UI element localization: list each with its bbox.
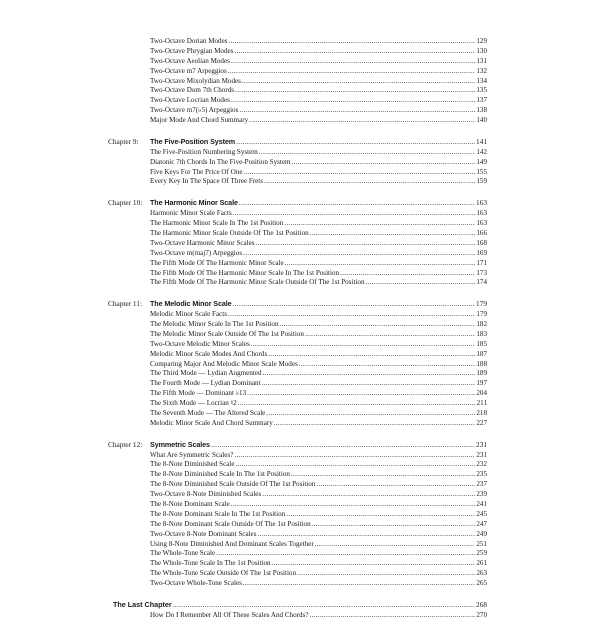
- entry-title: Using 8-Note Diminished And Dominant Scales Together: [150, 539, 314, 548]
- entry-title: Two-Octave Whole-Tone Scales: [150, 579, 242, 588]
- entry-page: 245: [476, 509, 487, 518]
- toc-entry[interactable]: [150, 177, 487, 187]
- entry-title: Two-Octave Mixolydian Modes: [150, 76, 241, 85]
- entry-page: 132: [476, 66, 487, 75]
- entry-title: The Fifth Mode Of The Harmonic Minor Scale Outside Of The 1st Position: [150, 278, 365, 287]
- entry-title: Two-Octave 8-Note Dominant Scales: [150, 529, 257, 538]
- toc-entry[interactable]: [150, 500, 487, 510]
- entry-title: Two-Octave Phrygian Modes: [150, 46, 234, 55]
- dot-leader: [231, 57, 475, 67]
- toc-entry[interactable]: [150, 569, 487, 579]
- dot-leader: [238, 399, 476, 409]
- entry-title: The Fifth Mode Of The Harmonic Minor Scale: [150, 258, 284, 267]
- chapter-label: Chapter 12:: [108, 439, 143, 449]
- entry-page: 247: [476, 519, 487, 528]
- entry-page: 239: [476, 490, 487, 499]
- entry-page: 227: [476, 418, 487, 427]
- entry-title: The Fifth Mode Of The Harmonic Minor Scale In The 1st Position: [150, 268, 340, 277]
- toc-entry[interactable]: [150, 57, 487, 67]
- entry-title: Diatonic 7th Chords In The Five-Position System: [150, 157, 291, 166]
- entry-page: 235: [476, 470, 487, 479]
- entry-title: The Whole-Tone Scale In The 1st Position: [150, 559, 271, 568]
- toc-entry[interactable]: [150, 379, 487, 389]
- dot-leader: [291, 470, 475, 480]
- entry-title: The Seventh Mode — The Altered Scale: [150, 408, 266, 417]
- dot-leader: [236, 137, 475, 148]
- toc-entry[interactable]: [150, 310, 487, 320]
- toc-lines: [108, 36, 487, 621]
- entry-title: The Whole-Tone Scale: [150, 549, 216, 558]
- toc-entry[interactable]: [150, 86, 487, 96]
- entry-page: 237: [476, 480, 487, 489]
- entry-page: 261: [476, 559, 487, 568]
- chapter-page: 179: [476, 299, 487, 309]
- dot-leader: [310, 229, 476, 239]
- toc-entry[interactable]: [150, 409, 487, 419]
- chapter-label: Chapter 10:: [108, 198, 143, 208]
- entry-page: 251: [476, 539, 487, 548]
- toc-entry[interactable]: [150, 37, 487, 47]
- toc-entry[interactable]: [150, 520, 487, 530]
- entry-page: 232: [476, 460, 487, 469]
- toc-entry[interactable]: [150, 360, 487, 370]
- entry-title: Two-Octave 8-Note Diminished Scales: [150, 490, 262, 499]
- toc-entry[interactable]: [150, 490, 487, 500]
- toc-entry[interactable]: [150, 451, 487, 461]
- entry-page: 182: [476, 319, 487, 328]
- chapter-heading-9[interactable]: [108, 137, 487, 148]
- entry-title: Every Key In The Space Of Three Frets: [150, 177, 264, 186]
- entry-title: The 8-Note Dominant Scale In The 1st Position: [150, 509, 286, 518]
- dot-leader: [262, 379, 476, 389]
- entry-title: The Fifth Mode — Dominant ♭13: [150, 389, 247, 398]
- toc-entry[interactable]: [150, 209, 487, 219]
- toc-entry[interactable]: [150, 269, 487, 279]
- chapter-heading-11[interactable]: [108, 299, 487, 310]
- chapter-title: The Last Chapter: [113, 600, 172, 610]
- entry-page: 265: [476, 579, 487, 588]
- entry-page: 185: [476, 339, 487, 348]
- entry-title: Melodic Minor Scale Modes And Chords: [150, 349, 268, 358]
- dot-leader: [340, 269, 475, 279]
- dot-leader: [234, 451, 475, 461]
- toc-entry[interactable]: [150, 369, 487, 379]
- chapter-heading-last[interactable]: [113, 600, 487, 611]
- entry-title: Two-Octave Aeolian Modes: [150, 56, 230, 65]
- chapter-title: Symmetric Scales: [150, 439, 210, 449]
- entry-title: Comparing Major And Melodic Minor Scale Modes: [150, 359, 298, 368]
- dot-leader: [285, 259, 476, 269]
- entry-title: The Harmonic Minor Scale In The 1st Position: [150, 219, 284, 228]
- entry-title: The 8-Note Dominant Scale: [150, 500, 230, 509]
- entry-title: Major Mode And Chord Summary: [150, 116, 249, 125]
- toc-entry[interactable]: [150, 510, 487, 520]
- entry-title: What Are Symmetric Scales?: [150, 450, 234, 459]
- dot-leader: [216, 549, 475, 559]
- toc-entry[interactable]: [150, 278, 487, 288]
- chapter-title: The Five-Position System: [150, 137, 236, 147]
- dot-leader: [286, 510, 475, 520]
- dot-leader: [274, 419, 476, 429]
- chapter-page: 141: [476, 137, 487, 147]
- entry-page: 263: [476, 569, 487, 578]
- entry-title: Two-Octave m7 Arpeggios: [150, 66, 227, 75]
- toc-entry[interactable]: [150, 540, 487, 550]
- toc-entry[interactable]: [150, 389, 487, 399]
- entry-page: 130: [476, 46, 487, 55]
- dot-leader: [263, 369, 476, 379]
- entry-title: Melodic Minor Scale And Chord Summary: [150, 418, 273, 427]
- entry-page: 169: [476, 248, 487, 257]
- dot-leader: [312, 520, 476, 530]
- dot-leader: [247, 389, 475, 399]
- entry-page: 218: [476, 408, 487, 417]
- entry-page: 163: [476, 209, 487, 218]
- entry-title: The Fourth Mode — Lydian Dominant: [150, 379, 261, 388]
- chapter-title: The Melodic Minor Scale: [150, 299, 232, 309]
- dot-leader: [211, 440, 475, 451]
- entry-page: 138: [476, 106, 487, 115]
- toc-entry[interactable]: [150, 239, 487, 249]
- entry-page: 166: [476, 228, 487, 237]
- toc-entry[interactable]: [150, 530, 487, 540]
- dot-leader: [234, 47, 475, 57]
- entry-page: 131: [476, 56, 487, 65]
- dot-leader: [259, 148, 476, 158]
- dot-leader: [268, 350, 475, 360]
- toc-entry[interactable]: [150, 259, 487, 269]
- toc-entry[interactable]: [150, 350, 487, 360]
- dot-leader: [243, 249, 475, 259]
- dot-leader: [249, 116, 475, 126]
- entry-page: 135: [476, 86, 487, 95]
- dot-leader: [236, 460, 476, 470]
- entry-page: 137: [476, 96, 487, 105]
- toc-entry[interactable]: [150, 96, 487, 106]
- entry-title: The Harmonic Minor Scale Outside Of The 1st Position: [150, 228, 309, 237]
- chapter-heading-12[interactable]: [108, 439, 487, 451]
- toc-entry[interactable]: [150, 470, 487, 480]
- dot-leader: [262, 490, 475, 500]
- dot-leader: [297, 569, 475, 579]
- entry-title: Two-Octave Melodic Minor Scales: [150, 339, 250, 348]
- entry-page: 168: [476, 238, 487, 247]
- toc-entry[interactable]: [150, 158, 487, 168]
- entry-page: 189: [476, 369, 487, 378]
- entry-page: 270: [476, 610, 487, 619]
- entry-page: 183: [476, 329, 487, 338]
- dot-leader: [239, 198, 475, 209]
- dot-leader: [299, 360, 476, 370]
- dot-leader: [228, 310, 475, 320]
- toc-entry[interactable]: [150, 419, 487, 429]
- entry-title: How Do I Remember All Of These Scales And Chords?: [150, 610, 309, 619]
- entry-page: 163: [476, 219, 487, 228]
- chapter-label: Chapter 9:: [108, 137, 139, 147]
- entry-page: 142: [476, 147, 487, 156]
- toc-entry[interactable]: [150, 47, 487, 57]
- entry-title: The 8-Note Diminished Scale: [150, 460, 235, 469]
- entry-page: 211: [476, 399, 487, 408]
- toc-entry[interactable]: [150, 330, 487, 340]
- dot-leader: [315, 540, 476, 550]
- entry-page: 249: [476, 529, 487, 538]
- toc-entry[interactable]: [150, 229, 487, 239]
- chapter-label: Chapter 11:: [108, 299, 142, 309]
- dot-leader: [243, 579, 476, 589]
- entry-title: The 8-Note Diminished Scale In The 1st Position: [150, 470, 290, 479]
- entry-page: 159: [476, 177, 487, 186]
- entry-page: 231: [476, 450, 487, 459]
- entry-page: 241: [476, 500, 487, 509]
- chapter-page: 163: [476, 198, 487, 208]
- toc-entry[interactable]: [150, 611, 487, 621]
- toc-entry[interactable]: [150, 116, 487, 126]
- entry-page: 197: [476, 379, 487, 388]
- dot-leader: [233, 299, 475, 310]
- dot-leader: [256, 239, 476, 249]
- dot-leader: [272, 559, 476, 569]
- entry-title: Two-Octave m(maj7) Arpeggios: [150, 248, 243, 257]
- entry-title: Two-Octave m7(♭5) Arpeggios: [150, 106, 239, 115]
- dot-leader: [229, 37, 476, 47]
- dot-leader: [228, 67, 476, 77]
- dot-leader: [305, 330, 475, 340]
- toc-entry[interactable]: [150, 249, 487, 259]
- dot-leader: [257, 530, 475, 540]
- entry-title: Melodic Minor Scale Facts: [150, 310, 228, 319]
- toc-entry[interactable]: [150, 320, 487, 330]
- dot-leader: [251, 340, 476, 350]
- entry-title: Five Keys For The Price Of One: [150, 167, 243, 176]
- toc-entry[interactable]: [150, 399, 487, 409]
- dot-leader: [266, 409, 475, 419]
- entry-title: The 8-Note Diminished Scale Outside Of The 1st Position: [150, 480, 316, 489]
- toc-entry[interactable]: [150, 106, 487, 116]
- entry-title: Two-Octave Harmonic Minor Scales: [150, 238, 255, 247]
- entry-title: Two-Octave Dorian Modes: [150, 36, 228, 45]
- chapter-page: 268: [476, 600, 487, 610]
- entry-page: 134: [476, 76, 487, 85]
- chapter-heading-10[interactable]: [108, 198, 487, 209]
- entry-title: Two-Octave Locrian Modes: [150, 96, 230, 105]
- entry-page: 149: [476, 157, 487, 166]
- toc-entry[interactable]: [150, 480, 487, 490]
- entry-title: The Third Mode — Lydian Augmented: [150, 369, 262, 378]
- dot-leader: [309, 611, 475, 621]
- toc-entry[interactable]: [150, 340, 487, 350]
- entry-page: 259: [476, 549, 487, 558]
- entry-title: The Melodic Minor Scale Outside Of The 1st Position: [150, 329, 304, 338]
- dot-leader: [284, 219, 475, 229]
- entry-page: 155: [476, 167, 487, 176]
- dot-leader: [292, 158, 476, 168]
- entry-page: 179: [476, 310, 487, 319]
- dot-leader: [231, 500, 476, 510]
- dot-leader: [231, 96, 475, 106]
- dot-leader: [235, 86, 475, 96]
- dot-leader: [242, 77, 475, 87]
- entry-title: Harmonic Minor Scale Facts: [150, 209, 232, 218]
- toc-entry[interactable]: [150, 579, 487, 589]
- entry-title: The Whole-Tone Scale Outside Of The 1st Position: [150, 569, 297, 578]
- dot-leader: [366, 278, 476, 288]
- entry-page: 174: [476, 278, 487, 287]
- entry-page: 173: [476, 268, 487, 277]
- entry-page: 140: [476, 116, 487, 125]
- entry-title: The Five-Position Numbering System: [150, 147, 258, 156]
- dot-leader: [264, 177, 475, 187]
- entry-page: 204: [476, 389, 487, 398]
- toc-entry[interactable]: [150, 77, 487, 87]
- dot-leader: [243, 168, 475, 178]
- toc-entry[interactable]: [150, 219, 487, 229]
- entry-page: 188: [476, 359, 487, 368]
- toc-entry[interactable]: [150, 460, 487, 470]
- entry-title: The Melodic Minor Scale In The 1st Position: [150, 319, 279, 328]
- entry-page: 187: [476, 349, 487, 358]
- chapter-title: The Harmonic Minor Scale: [150, 198, 238, 208]
- entry-title: The 8-Note Dominant Scale Outside Of The 1st Position: [150, 519, 311, 528]
- entry-title: Two-Octave Dom 7th Chords: [150, 86, 235, 95]
- dot-leader: [239, 106, 475, 116]
- chapter-page: 231: [476, 439, 487, 449]
- entry-page: 171: [476, 258, 487, 267]
- dot-leader: [280, 320, 476, 330]
- entry-title: The Sixth Mode — Locrian ♮2: [150, 399, 237, 408]
- dot-leader: [233, 209, 476, 219]
- dot-leader: [173, 600, 475, 611]
- toc-entry[interactable]: [150, 148, 487, 158]
- toc-entry[interactable]: [150, 168, 487, 178]
- dot-leader: [316, 480, 475, 490]
- entry-page: 129: [476, 36, 487, 45]
- toc-entry[interactable]: [150, 549, 487, 559]
- toc-entry[interactable]: [150, 559, 487, 569]
- toc-entry[interactable]: [150, 67, 487, 77]
